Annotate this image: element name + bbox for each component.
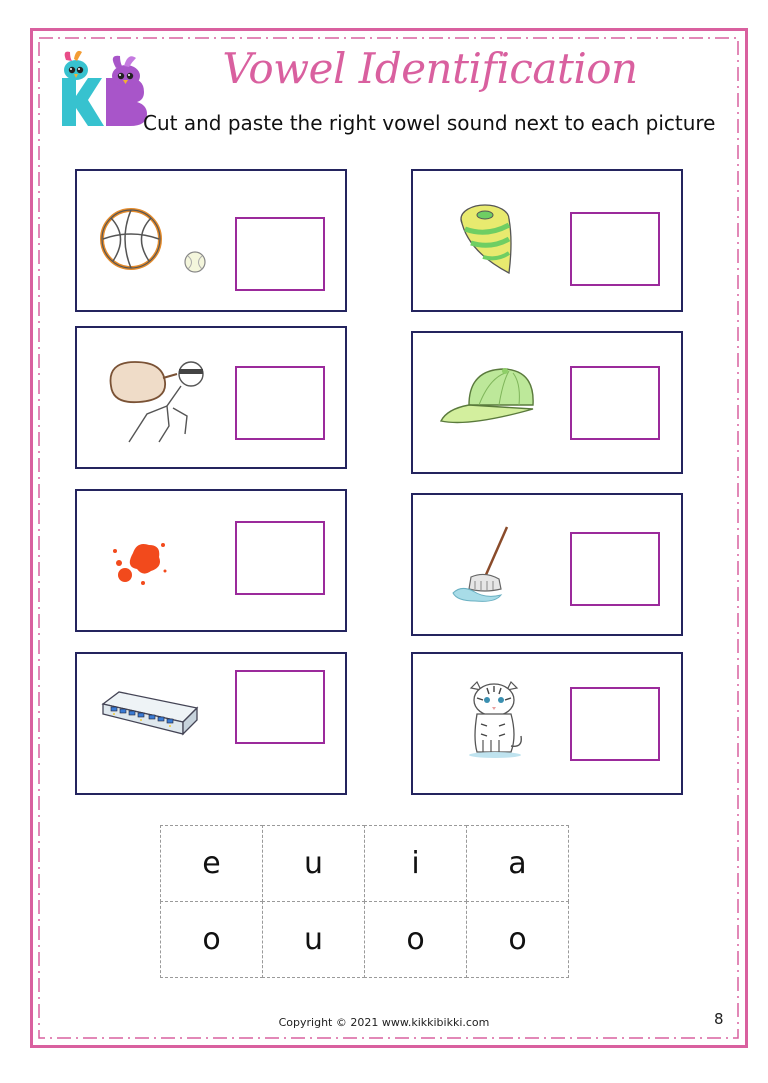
red-spot-icon xyxy=(103,531,173,591)
answer-box[interactable] xyxy=(235,521,325,595)
vowel-cutout[interactable]: o xyxy=(466,901,569,978)
vowel-cutout[interactable]: o xyxy=(364,901,467,978)
robber-with-bag-icon xyxy=(107,356,207,448)
picture-card-hub xyxy=(75,652,347,795)
tiger-cub-icon xyxy=(463,678,527,760)
vowel-cutout[interactable]: u xyxy=(262,901,365,978)
kb-logo-icon xyxy=(52,48,152,130)
cap-icon xyxy=(439,365,539,437)
worksheet-instructions: Cut and paste the right vowel sound next to each picture xyxy=(143,111,716,135)
picture-card-spot xyxy=(75,489,347,632)
answer-box[interactable] xyxy=(570,532,660,606)
picture-card-ball xyxy=(75,169,347,312)
picture-card-spinning-top xyxy=(411,169,683,312)
answer-box[interactable] xyxy=(235,366,325,440)
vowel-cutout[interactable]: i xyxy=(364,825,467,902)
picture-card-tiger xyxy=(411,652,683,795)
vowel-cutout[interactable]: o xyxy=(160,901,263,978)
vowel-cutout[interactable]: e xyxy=(160,825,263,902)
answer-box[interactable] xyxy=(570,366,660,440)
spinning-top-icon xyxy=(457,201,517,276)
ball-icon xyxy=(99,207,209,277)
vowel-cutout-grid xyxy=(160,825,570,977)
answer-box[interactable] xyxy=(570,687,660,761)
worksheet-title: Vowel Identification xyxy=(222,44,638,93)
page-number: 8 xyxy=(714,1010,724,1028)
copyright-footer: Copyright © 2021 www.kikkibikki.com xyxy=(278,1016,490,1029)
vowel-cutout[interactable]: u xyxy=(262,825,365,902)
picture-card-cap xyxy=(411,331,683,474)
answer-box[interactable] xyxy=(570,212,660,286)
vowel-cutout[interactable]: a xyxy=(466,825,569,902)
answer-box[interactable] xyxy=(235,670,325,744)
mop-icon xyxy=(449,523,519,603)
answer-box[interactable] xyxy=(235,217,325,291)
network-hub-icon xyxy=(97,684,201,744)
picture-card-robber xyxy=(75,326,347,469)
picture-card-mop xyxy=(411,493,683,636)
